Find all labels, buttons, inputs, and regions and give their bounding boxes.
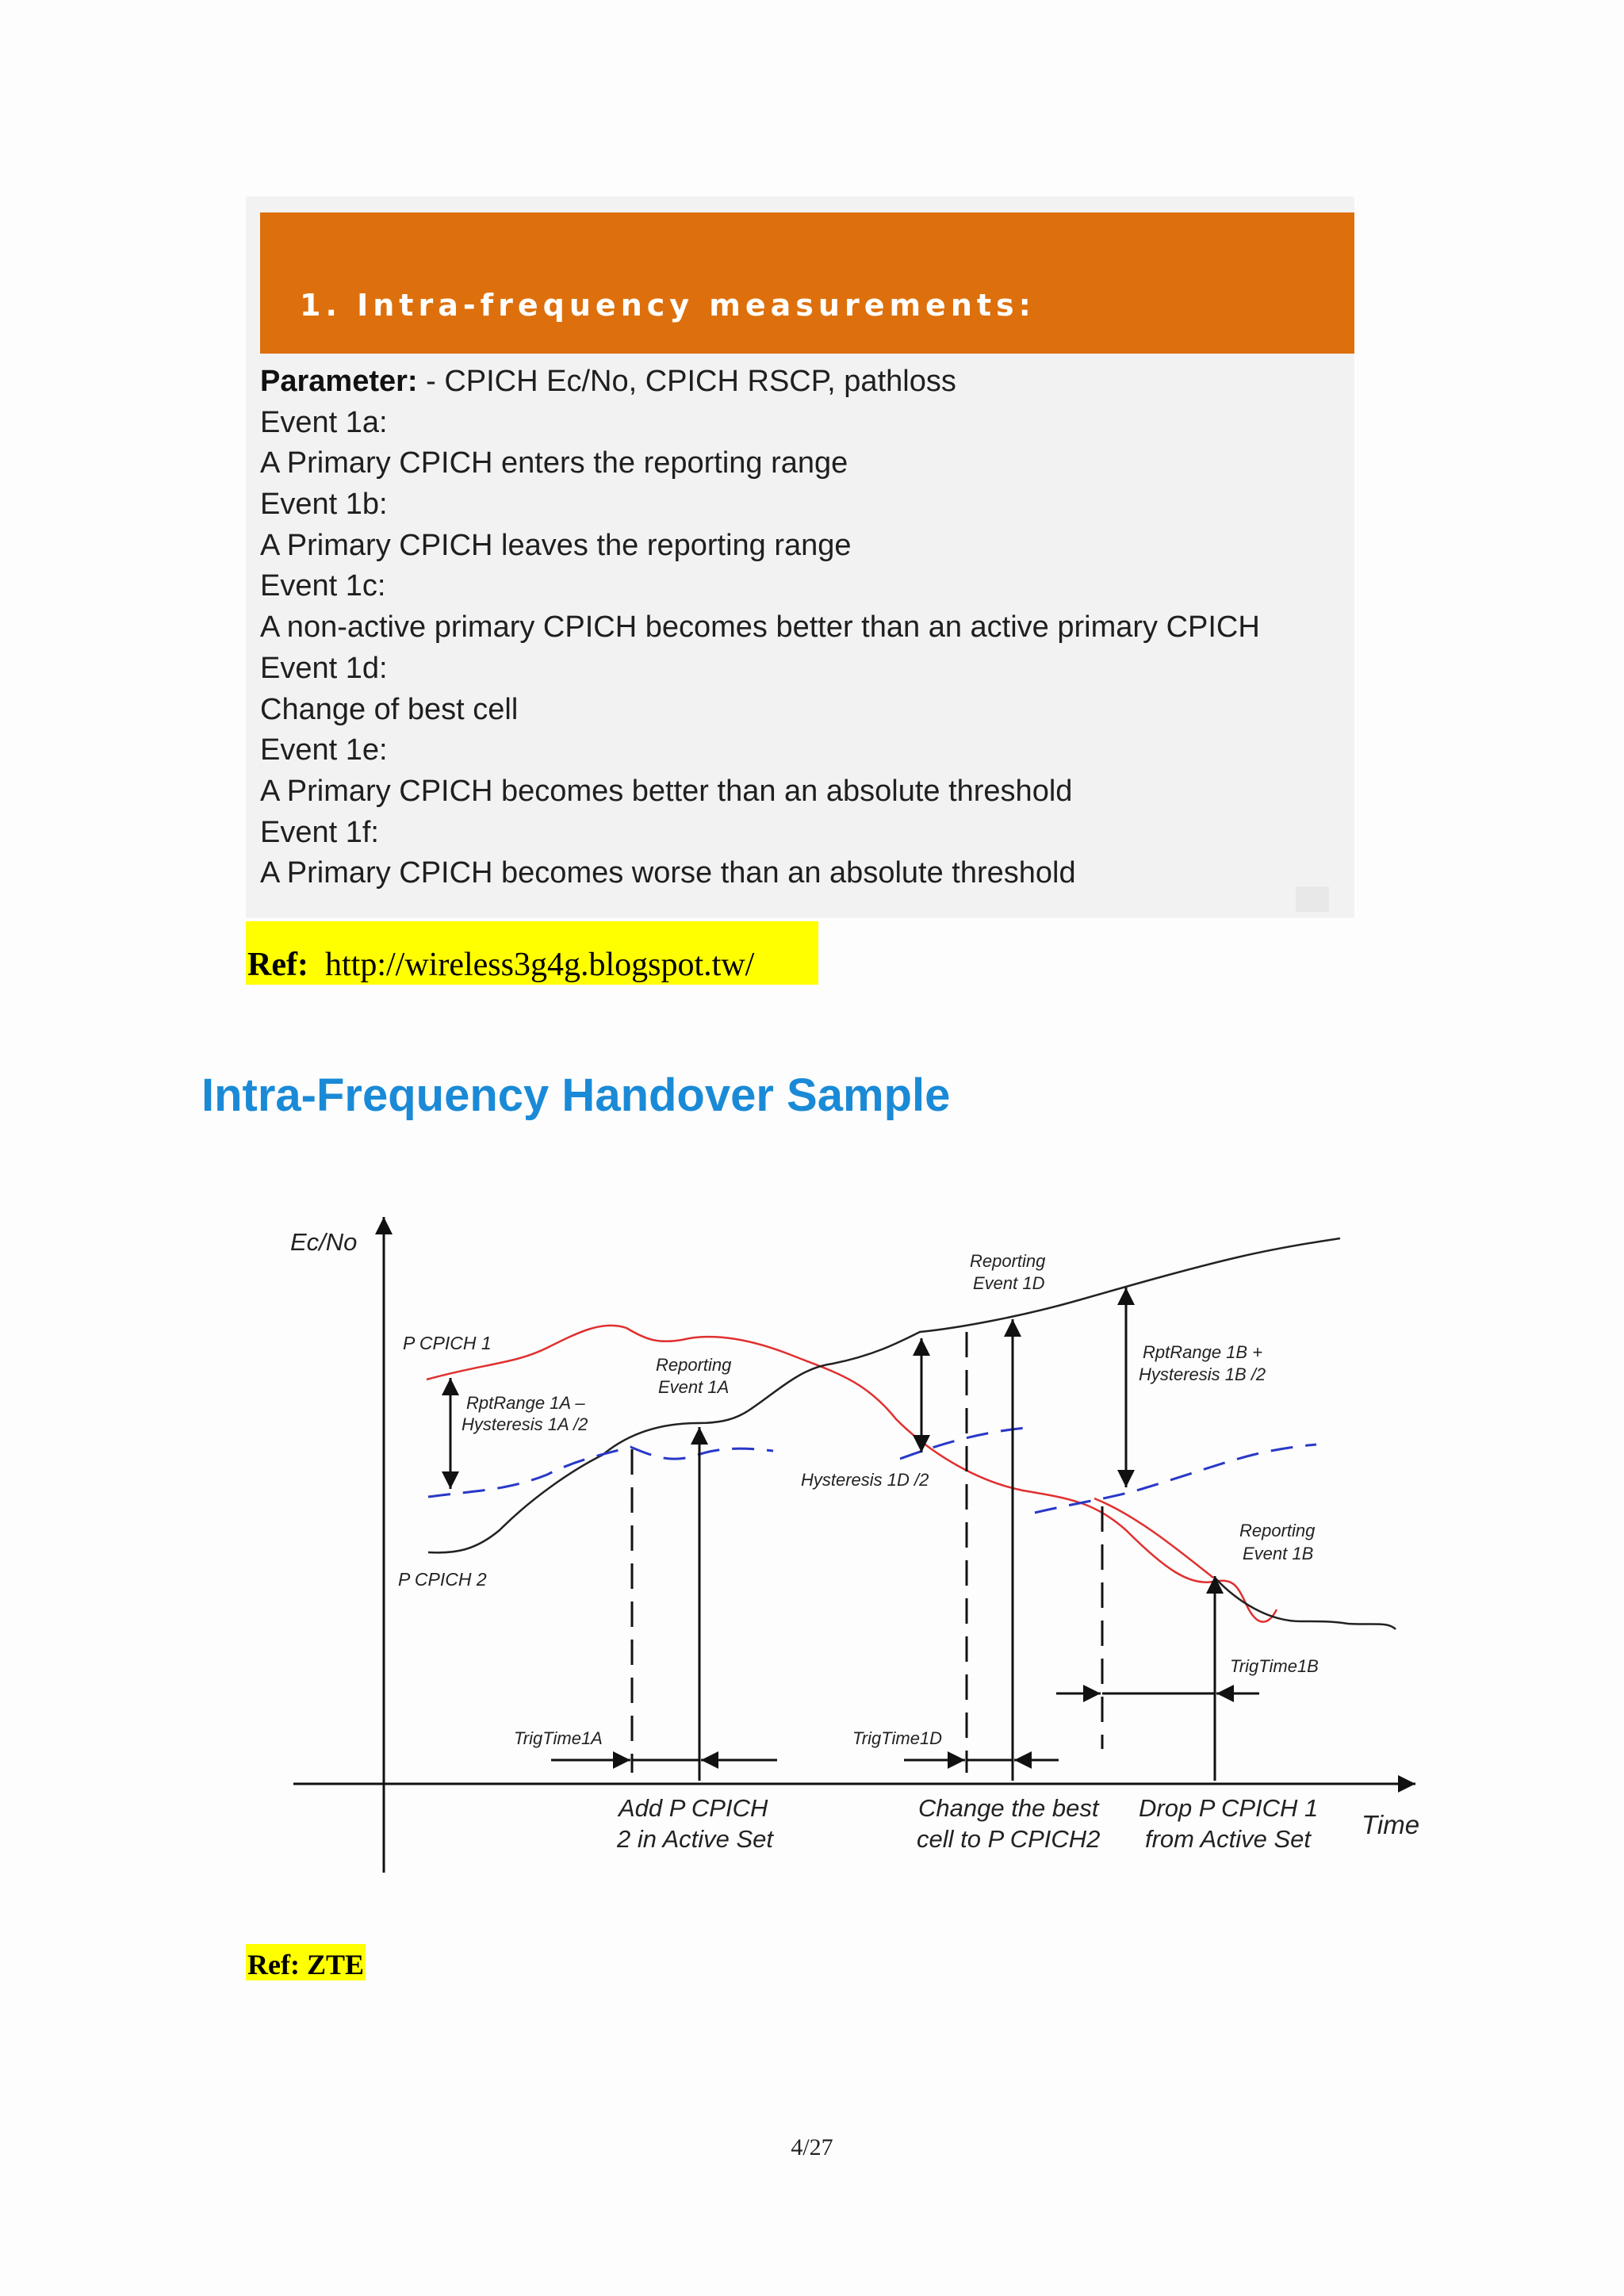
event-1d-label-1: Reporting: [970, 1251, 1046, 1271]
pcpich1-tail: [1094, 1498, 1213, 1578]
rpt1a-label-2: Hysteresis 1A /2: [462, 1414, 588, 1434]
trigtime-1b-label: TrigTime1B: [1230, 1656, 1319, 1676]
x-axis-label: Time: [1362, 1810, 1420, 1839]
event-name: Event 1a:: [260, 405, 388, 439]
event-name: Event 1f:: [260, 815, 379, 849]
event-desc: Change of best cell: [260, 692, 519, 726]
event-desc: A Primary CPICH leaves the reporting range: [260, 528, 852, 562]
event-name: Event 1e:: [260, 733, 388, 767]
event-1d-label-2: Event 1D: [973, 1273, 1045, 1293]
rpt1b-label-1: RptRange 1B +: [1143, 1342, 1263, 1362]
reference-zte: Ref: ZTE: [246, 1944, 366, 1980]
page-number: 4/27: [791, 2134, 833, 2160]
threshold-1a: [428, 1447, 773, 1497]
event-name: Event 1d:: [260, 651, 388, 685]
add-label-1: Add P CPICH: [619, 1794, 768, 1822]
rpt1b-label-2: Hysteresis 1B /2: [1139, 1364, 1266, 1384]
event-desc: A Primary CPICH becomes worse than an absolute threshold: [260, 856, 1076, 890]
event-name: Event 1c:: [260, 569, 386, 603]
event-1a-label-1: Reporting: [656, 1355, 732, 1375]
event-1a-label-2: Event 1A: [658, 1377, 730, 1397]
threshold-1b: [1035, 1445, 1316, 1513]
drop-label-1: Drop P CPICH 1: [1139, 1794, 1319, 1822]
drop-label-2: from Active Set: [1145, 1825, 1312, 1853]
change-label-2: cell to P CPICH2: [917, 1825, 1101, 1853]
parameter-value: - CPICH Ec/No, CPICH RSCP, pathloss: [417, 365, 956, 398]
handover-heading: Intra-Frequency Handover Sample: [201, 1070, 951, 1121]
add-label-2: 2 in Active Set: [617, 1825, 774, 1853]
event-1b-label-1: Reporting: [1239, 1521, 1316, 1540]
hyst1d-label: Hysteresis 1D /2: [801, 1470, 929, 1490]
pcpich2-label: P CPICH 2: [398, 1569, 487, 1590]
event-desc: A non-active primary CPICH becomes better than an active primary CPICH: [260, 610, 1260, 645]
event-desc: A Primary CPICH enters the reporting range: [260, 446, 848, 480]
trigtime-1a-label: TrigTime1A: [514, 1728, 603, 1748]
event-1b-label-2: Event 1B: [1243, 1544, 1314, 1563]
reference-url-link[interactable]: http://wireless3g4g.blogspot.tw/: [325, 947, 755, 983]
change-label-1: Change the best: [918, 1794, 1099, 1822]
pcpich1-label: P CPICH 1: [403, 1333, 492, 1353]
reference-label: Ref:: [247, 947, 308, 983]
y-axis-label: Ec/No: [290, 1228, 358, 1256]
event-name: Event 1b:: [260, 488, 388, 522]
section-title: 1. Intra-frequency measurements:: [300, 288, 1036, 323]
rpt1a-label-1: RptRange 1A –: [466, 1393, 585, 1413]
event-desc: A Primary CPICH becomes better than an absolute threshold: [260, 774, 1073, 808]
parameter-label: Parameter:: [260, 365, 418, 398]
trigtime-1d-label: TrigTime1D: [852, 1728, 943, 1748]
pcpich2-tail: [1215, 1578, 1396, 1629]
